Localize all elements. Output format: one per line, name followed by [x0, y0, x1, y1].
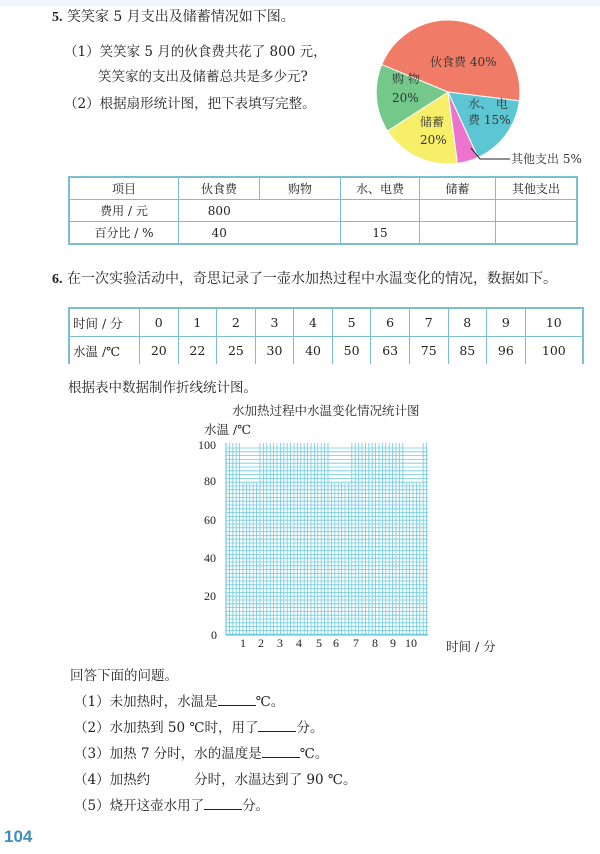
table-cell: 63: [371, 337, 410, 365]
table-cell: 40: [294, 337, 333, 365]
table-cell: 96: [487, 337, 526, 365]
y-tick: 100: [198, 438, 216, 452]
table-cell: 8: [448, 308, 487, 337]
table-header-cell: 储蓄: [420, 177, 496, 200]
q6-data-table: [68, 307, 584, 364]
pie-chart: [360, 0, 600, 175]
pie-label-savings-1: 储蓄: [420, 115, 445, 129]
pie-label-food: 伙食费 40%: [430, 55, 497, 69]
x-tick: 9: [390, 636, 396, 650]
answer-intro: 回答下面的问题。: [70, 668, 178, 684]
question-suffix: 分。: [296, 720, 324, 736]
table-cell: 40: [179, 222, 260, 245]
table-cell: 4: [294, 308, 333, 337]
question-1: [74, 690, 284, 710]
question-text: （1）未加热时，水温是: [74, 694, 218, 710]
q5-title: [52, 6, 295, 26]
question-text: （3）加热 7 分时，水的温度是: [74, 746, 262, 762]
y-tick: 80: [204, 474, 216, 488]
pie-label-utilities-2: 费 15%: [468, 113, 511, 127]
x-tick: 2: [258, 636, 264, 650]
table-cell-blank[interactable]: [341, 200, 420, 222]
table-header-cell: 项目: [69, 177, 179, 200]
q5-sub1-line1: （1）笑笑家 5 月的伙食费共花了 800 元，: [64, 44, 327, 60]
question-text: （5）烧开这壶水用了: [74, 798, 205, 814]
table-cell: 2: [217, 308, 256, 337]
table-cell: 15: [341, 222, 420, 245]
q5-expense-table: [68, 176, 578, 245]
chart-x-label: 时间 / 分: [446, 639, 496, 654]
table-cell: 0: [140, 308, 179, 337]
table-cell: 费用 / 元: [69, 200, 179, 222]
pie-label-savings-2: 20%: [420, 133, 447, 147]
pie-label-shopping-2: 20%: [392, 91, 419, 105]
q5-title-text: 笑笑家 5 月支出及储蓄情况如下图。: [66, 9, 295, 25]
x-tick: 1: [240, 636, 246, 650]
q5-number: 5.: [52, 10, 63, 25]
table-header-cell: 水、电费: [341, 177, 420, 200]
x-tick: 10: [405, 636, 417, 650]
table-cell: 10: [525, 308, 583, 337]
table-cell: 5: [332, 308, 371, 337]
table-cell: 1: [178, 308, 217, 337]
table-cell-blank[interactable]: [420, 200, 496, 222]
line-chart-grid[interactable]: [190, 435, 450, 645]
row-header-temperature: 水温 /℃: [69, 337, 140, 365]
pie-label-utilities-1: 水、 电: [468, 97, 508, 111]
table-cell: 22: [178, 337, 217, 365]
table-header-cell: 购物: [260, 177, 341, 200]
table-row: [69, 222, 577, 245]
table-row-time: [69, 308, 583, 337]
q6-number: 6.: [52, 272, 63, 287]
table-cell: 75: [409, 337, 448, 365]
q6-title: [52, 268, 557, 288]
table-cell: 3: [255, 308, 294, 337]
chart-y-label: 水温 /℃: [204, 422, 252, 437]
x-tick: 6: [333, 636, 339, 650]
table-cell: 25: [217, 337, 256, 365]
pie-label-shopping-1: 购 物: [392, 72, 420, 86]
question-5: [74, 794, 269, 814]
answer-blank[interactable]: [204, 797, 242, 810]
question-2: [74, 716, 323, 736]
table-header-cell: 其他支出: [496, 177, 578, 200]
table-cell-blank[interactable]: [496, 200, 578, 222]
table-cell-blank[interactable]: [260, 222, 341, 245]
question-3: [74, 742, 328, 762]
y-tick: 60: [204, 513, 216, 527]
table-cell-blank[interactable]: [496, 222, 578, 245]
table-cell: 20: [140, 337, 179, 365]
question-suffix: 分。: [242, 798, 270, 814]
q6-title-text: 在一次实验活动中，奇思记录了一壶水加热过程中水温变化的情况，数据如下。: [66, 271, 557, 287]
x-tick: 3: [277, 636, 283, 650]
table-header-row: [69, 177, 577, 200]
table-row: [69, 200, 577, 222]
x-tick: 7: [353, 636, 359, 650]
question-suffix: ℃。: [299, 746, 329, 762]
x-tick: 5: [316, 636, 322, 650]
q5-sub1-line2: 笑笑家的支出及储蓄总共是多少元?: [98, 69, 308, 85]
x-tick: 4: [296, 636, 302, 650]
x-tick: 8: [372, 636, 378, 650]
table-cell: 100: [525, 337, 583, 365]
table-cell: 800: [179, 200, 260, 222]
page-number: 104: [4, 827, 33, 846]
answer-blank[interactable]: [218, 693, 256, 706]
chart-title: 水加热过程中水温变化情况统计图: [232, 403, 420, 418]
table-cell-blank[interactable]: [260, 200, 341, 222]
answer-blank[interactable]: [150, 772, 194, 784]
question-4: [74, 768, 356, 788]
table-cell: 百分比 / %: [69, 222, 179, 245]
table-row-temperature: [69, 337, 583, 365]
table-cell-blank[interactable]: [420, 222, 496, 245]
y-tick: 20: [204, 589, 216, 603]
table-cell: 9: [487, 308, 526, 337]
row-header-time: 时间 / 分: [69, 308, 140, 337]
answer-blank[interactable]: [258, 719, 296, 732]
question-text: （4）加热约: [74, 772, 151, 788]
table-cell: 7: [409, 308, 448, 337]
table-cell: 6: [371, 308, 410, 337]
y-tick: 40: [204, 551, 216, 565]
y-tick: 0: [211, 628, 217, 642]
table-header-cell: 伙食费: [179, 177, 260, 200]
q6-instruction: 根据表中数据制作折线统计图。: [68, 380, 257, 396]
table-cell: 50: [332, 337, 371, 365]
question-suffix: ℃。: [255, 694, 285, 710]
question-text: （2）水加热到 50 ℃时，用了: [74, 720, 259, 736]
q5-sub2: （2）根据扇形统计图，把下表填写完整。: [64, 96, 316, 112]
table-cell: 85: [448, 337, 487, 365]
answer-blank[interactable]: [262, 745, 300, 758]
pie-label-other: 其他支出 5%: [511, 152, 582, 166]
question-suffix: 分时，水温达到了 90 ℃。: [194, 772, 357, 788]
table-cell: 30: [255, 337, 294, 365]
